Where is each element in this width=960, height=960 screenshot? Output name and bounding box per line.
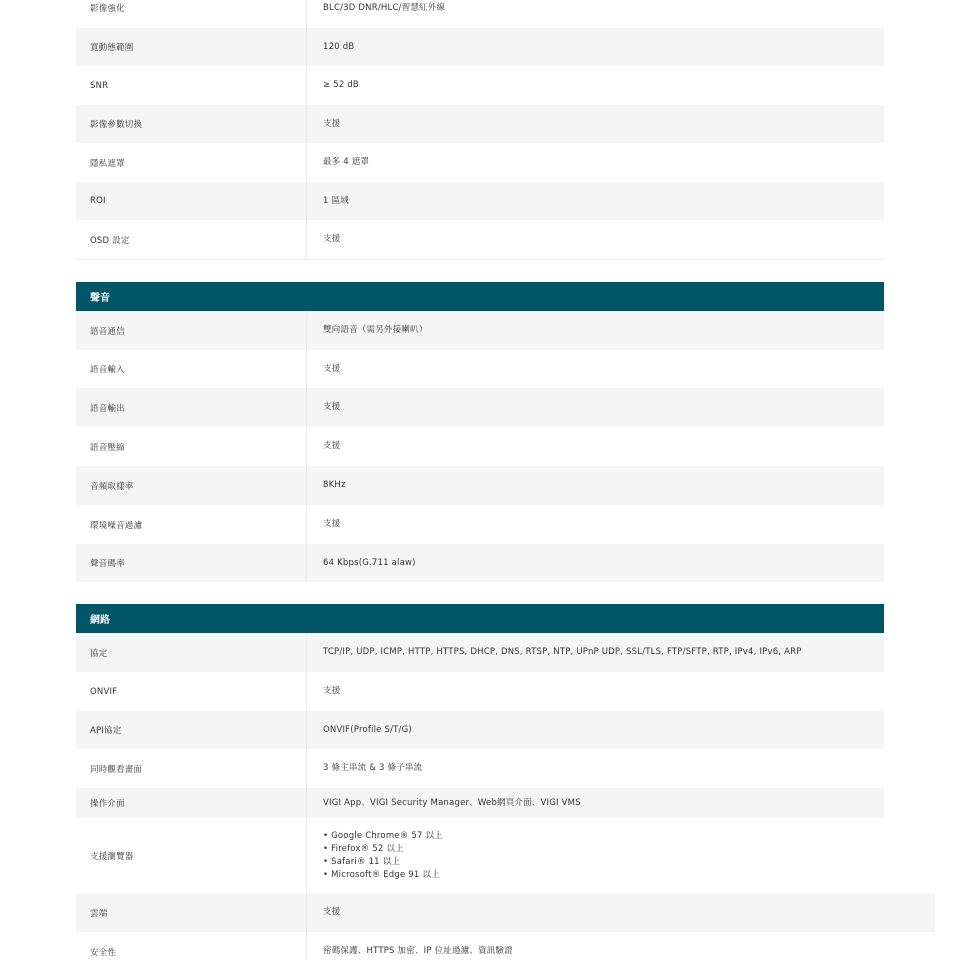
spec-value: ONVIF(Profile S/T/G) — [306, 711, 884, 749]
spec-label: 雲端 — [90, 908, 108, 919]
spec-label: 語音壓縮 — [90, 442, 125, 453]
spec-value: 支援 — [306, 505, 884, 544]
spec-row — [76, 505, 884, 544]
spec-label: 音頻取樣率 — [90, 481, 134, 492]
spec-row — [76, 466, 884, 505]
spec-label: ONVIF — [90, 686, 118, 697]
spec-row — [76, 788, 884, 818]
browser-item: • Microsoft® Edge 91 以上 — [323, 869, 440, 880]
spec-row — [76, 388, 884, 427]
network-spec-table — [76, 604, 884, 960]
spec-label: ROI — [90, 196, 106, 206]
spec-value: 支援 — [306, 672, 884, 711]
spec-value: TCP/IP, UDP, ICMP, HTTP, HTTPS, DHCP, DNS, RTSP, NTP, UPnP UDP, SSL/TLS, FTP/SFTP, RTP, IPv4, IPv6, ARP — [306, 633, 884, 672]
spec-label: 同時觀看畫面 — [90, 764, 143, 775]
spec-label: 操作介面 — [90, 799, 125, 809]
spec-label: 語音通信 — [90, 326, 125, 337]
spec-row — [76, 711, 884, 749]
spec-value: VIGI App、VIGI Security Manager、Web網頁介面、VIGI VMS — [306, 788, 884, 818]
spec-label: 寬動態範圍 — [90, 43, 134, 53]
spec-row — [76, 633, 884, 672]
spec-row — [76, 143, 884, 182]
video-spec-table — [76, 0, 884, 260]
spec-value: 雙向語音（需另外接喇叭） — [306, 311, 884, 350]
spec-row — [76, 672, 884, 711]
divider — [76, 259, 884, 260]
spec-value: 64 Kbps(G.711 alaw) — [306, 544, 884, 582]
spec-value: 8KHz — [306, 466, 884, 505]
spec-row — [76, 311, 884, 350]
browser-item: • Google Chrome® 57 以上 — [323, 830, 443, 841]
spec-label: API協定 — [90, 726, 122, 736]
spec-value: 支援 — [306, 220, 884, 259]
spec-value: 支援 — [306, 350, 884, 388]
spec-value: ≥ 52 dB — [306, 66, 884, 105]
spec-value: 支援 — [306, 893, 935, 932]
section-header-audio: 聲音 — [76, 282, 884, 311]
spec-label: 聲音碼率 — [90, 559, 125, 569]
spec-row — [76, 182, 884, 220]
spec-label: 安全性 — [90, 947, 117, 958]
spec-value-list — [306, 818, 884, 893]
spec-label: OSD 設定 — [90, 235, 130, 246]
spec-row — [76, 350, 884, 388]
spec-row — [76, 749, 884, 788]
spec-row — [76, 932, 884, 960]
spec-label: SNR — [90, 80, 109, 91]
spec-row — [76, 105, 884, 143]
spec-value: 1 區域 — [306, 182, 884, 220]
spec-row — [76, 28, 884, 66]
spec-label: 影像參數切換 — [90, 120, 143, 130]
spec-label: 隱私遮罩 — [90, 158, 125, 169]
spec-label: 環境噪音過濾 — [90, 520, 143, 531]
spec-value: 支援 — [306, 105, 884, 143]
spec-row — [76, 66, 884, 105]
spec-value: 最多 4 遮罩 — [306, 143, 884, 182]
spec-value: 120 dB — [306, 28, 884, 66]
spec-value: 密碼保護、HTTPS 加密、IP 位址過濾、資訊驗證 — [306, 932, 884, 960]
audio-spec-table — [76, 282, 884, 582]
spec-row — [76, 893, 935, 932]
spec-label: 語音輸入 — [90, 365, 125, 375]
spec-label: 支援瀏覽器 — [90, 851, 134, 862]
spec-row — [76, 544, 884, 582]
spec-value: 支援 — [306, 388, 884, 427]
spec-label: 影像強化 — [90, 4, 125, 14]
browser-item: • Safari® 11 以上 — [323, 856, 401, 867]
spec-label: 協定 — [90, 648, 108, 659]
browser-item: • Firefox® 52 以上 — [323, 843, 404, 854]
spec-row — [76, 427, 884, 466]
spec-row — [76, 220, 884, 259]
spec-value: 支援 — [306, 427, 884, 466]
section-header-network: 網路 — [76, 604, 884, 633]
spec-row — [76, 0, 884, 28]
spec-label: 語音輸出 — [90, 403, 125, 414]
spec-value: BLC/3D DNR/HLC/智慧紅外線 — [306, 0, 884, 28]
spec-value: 3 條主串流 & 3 條子串流 — [306, 749, 884, 788]
spec-row — [76, 818, 884, 893]
